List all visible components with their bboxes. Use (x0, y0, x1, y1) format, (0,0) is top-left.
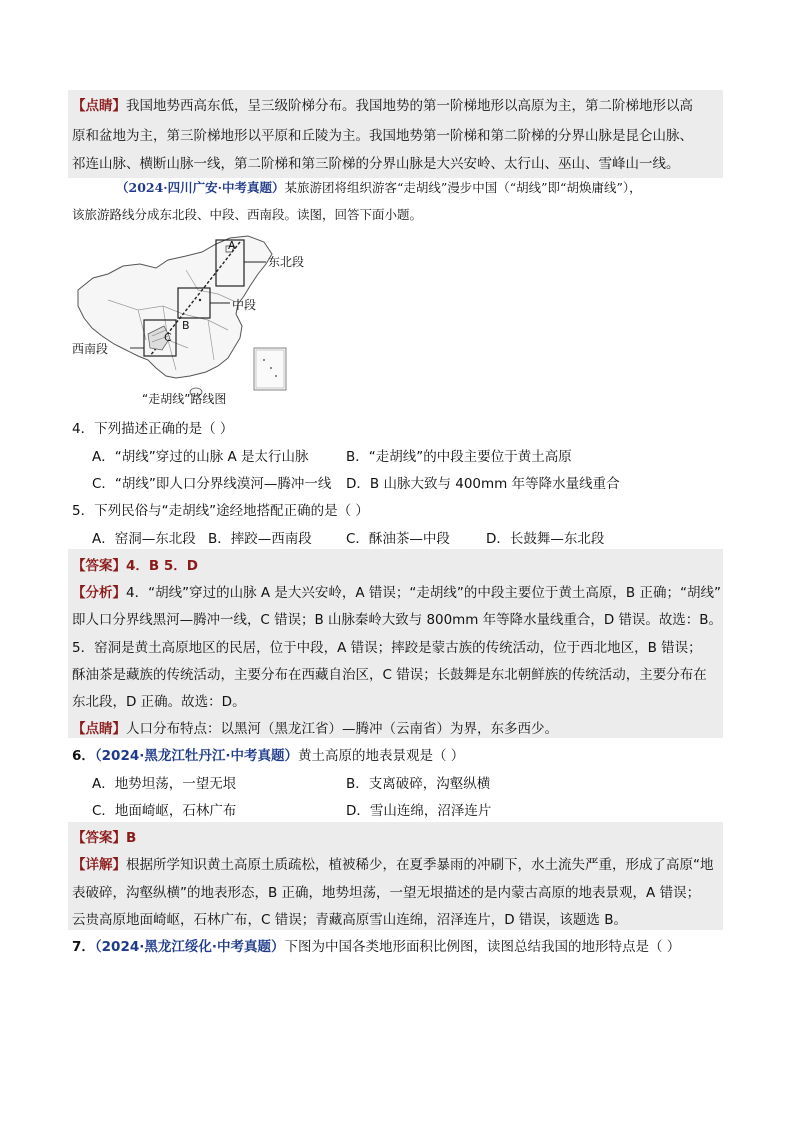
q5-option-d: D．长鼓舞—东北段 (486, 531, 605, 547)
q6-option-b: B．支离破碎，沟壑纵横 (346, 776, 491, 792)
analysis-text-3: 5．窑洞是黄土高原地区的民居，位于中段，A 错误；摔跤是蒙古族的传统活动，位于西北地区，B 错误； (72, 640, 702, 656)
key-point-line-1 (72, 94, 693, 114)
map-label-a: A (228, 239, 236, 252)
q6-option-c: C．地面崎岖，石林广布 (92, 803, 237, 819)
q5-option-b: B．摔跤—西南段 (208, 531, 312, 547)
map-label-c: C (164, 331, 172, 344)
q4-option-d: D．B 山脉大致与 400mm 年等降水量线重合 (346, 476, 620, 492)
key-point-text-3: 祁连山脉、横断山脉一线，第二阶梯和第三阶梯的分界山脉是大兴安岭、太行山、巫山、雪峰山一线。 (72, 156, 680, 172)
q4-option-c: C．“胡线”即人口分界线漠河—腾冲一线 (92, 476, 332, 492)
answer-tag: 【答案】 (72, 558, 126, 574)
map-caption: “走胡线”路线图 (142, 392, 227, 406)
q5-stem: 5．下列民俗与“走胡线”途经地搭配正确的是（ ） (72, 503, 369, 519)
map-label-b: B (182, 319, 190, 332)
answer-4-5-line (72, 554, 198, 574)
detail-line-1 (72, 853, 714, 873)
map-label-northeast: 东北段 (268, 255, 305, 269)
detail-text-1: 根据所学知识黄土高原土质疏松，植被稀少，在夏季暴雨的冲刷下，水土流失严重，形成了高原“地 (126, 857, 714, 873)
answer-4-5: 4．B 5．D (126, 558, 198, 574)
inset-map-box (254, 348, 286, 390)
q4-option-b: B．“走胡线”的中段主要位于黄土高原 (346, 449, 572, 465)
map-label-southwest: 西南段 (72, 342, 109, 356)
intro-text-1: 某旅游团将组织游客“走胡线”漫步中国（“胡线”即“胡焕庸线”）， (284, 180, 642, 195)
map-label-middle: 中段 (232, 298, 257, 312)
answer-6-line (72, 826, 136, 846)
key-point-text-2: 原和盆地为主，第三阶梯地形以平原和丘陵为主。我国地势第一阶梯和第二阶梯的分界山脉是昆仑山脉、 (72, 128, 693, 144)
answer-6-tag: 【答案】 (72, 830, 126, 846)
analysis-tag: 【分析】 (72, 585, 126, 601)
q4-stem: 4．下列描述正确的是（ ） (72, 421, 234, 437)
q4-option-a: A．“胡线”穿过的山脉 A 是太行山脉 (92, 449, 309, 465)
key-point-tag: 【点睛】 (72, 98, 126, 114)
q7-number: 7． (72, 939, 95, 955)
q6-option-d: D．雪山连绵，沼泽连片 (346, 803, 492, 819)
q5-option-a: A．窑洞—东北段 (92, 531, 196, 547)
analysis-text-2: 即人口分界线黑河—腾冲一线，C 错误；B 山脉秦岭大致与 800mm 年等降水量线重合，D 错误。故选：B。 (72, 612, 722, 628)
key-point-2-tag: 【点睛】 (72, 721, 126, 737)
q6-number: 6． (72, 748, 95, 764)
key-point-2-line (72, 717, 558, 737)
q6-source: （2024·黑龙江牡丹江·中考真题） (94, 748, 298, 764)
answer-6: B (126, 830, 137, 846)
q5-option-c: C．酥油茶—中段 (346, 531, 450, 547)
detail-text-3: 云贵高原地面崎岖，石林广布，C 错误；青藏高原雪山连绵，沼泽连片，D 错误，该题选 B。 (72, 912, 627, 928)
analysis-text-1: 4．“胡线”穿过的山脉 A 是大兴安岭，A 错误；“走胡线”的中段主要位于黄土高原，B 正确；“胡线” (126, 585, 721, 601)
q6-stem: 黄土高原的地表景观是（ ） (298, 748, 465, 764)
detail-text-2: 表破碎，沟壑纵横”的地表形态，B 正确，地势坦荡，一望无垠描述的是内蒙古高原的地表景观，A 错误； (72, 885, 701, 901)
question-source: （2024·四川广安·中考真题） (116, 180, 285, 195)
detail-tag: 【详解】 (72, 857, 126, 873)
q7-source: （2024·黑龙江绥化·中考真题） (94, 939, 285, 955)
q7-stem: 下图为中国各类地形面积比例图，读图总结我国的地形特点是（ ） (284, 939, 681, 955)
question-intro-line-1 (116, 178, 642, 196)
analysis-text-5: 东北段，D 正确。故选：D。 (72, 694, 246, 710)
q6-stem-line (72, 744, 464, 764)
q7-stem-line (72, 935, 680, 955)
intro-text-2: 该旅游路线分成东北段、中段、西南段。读图，回答下面小题。 (72, 207, 423, 222)
key-point-2-text: 人口分布特点：以黑河（黑龙江省）—腾冲（云南省）为界，东多西少。 (126, 721, 558, 737)
analysis-text-4: 酥油茶是藏族的传统活动，主要分布在西藏自治区，C 错误；长鼓舞是东北朝鲜族的传统活动，主要分布在 (72, 667, 707, 683)
q6-option-a: A．地势坦荡，一望无垠 (92, 776, 237, 792)
key-point-text-1: 我国地势西高东低，呈三级阶梯分布。我国地势的第一阶梯地形以高原为主，第二阶梯地形以 (126, 98, 680, 114)
key-point-text-1b: 高 (679, 98, 693, 114)
analysis-line-1 (72, 581, 721, 601)
